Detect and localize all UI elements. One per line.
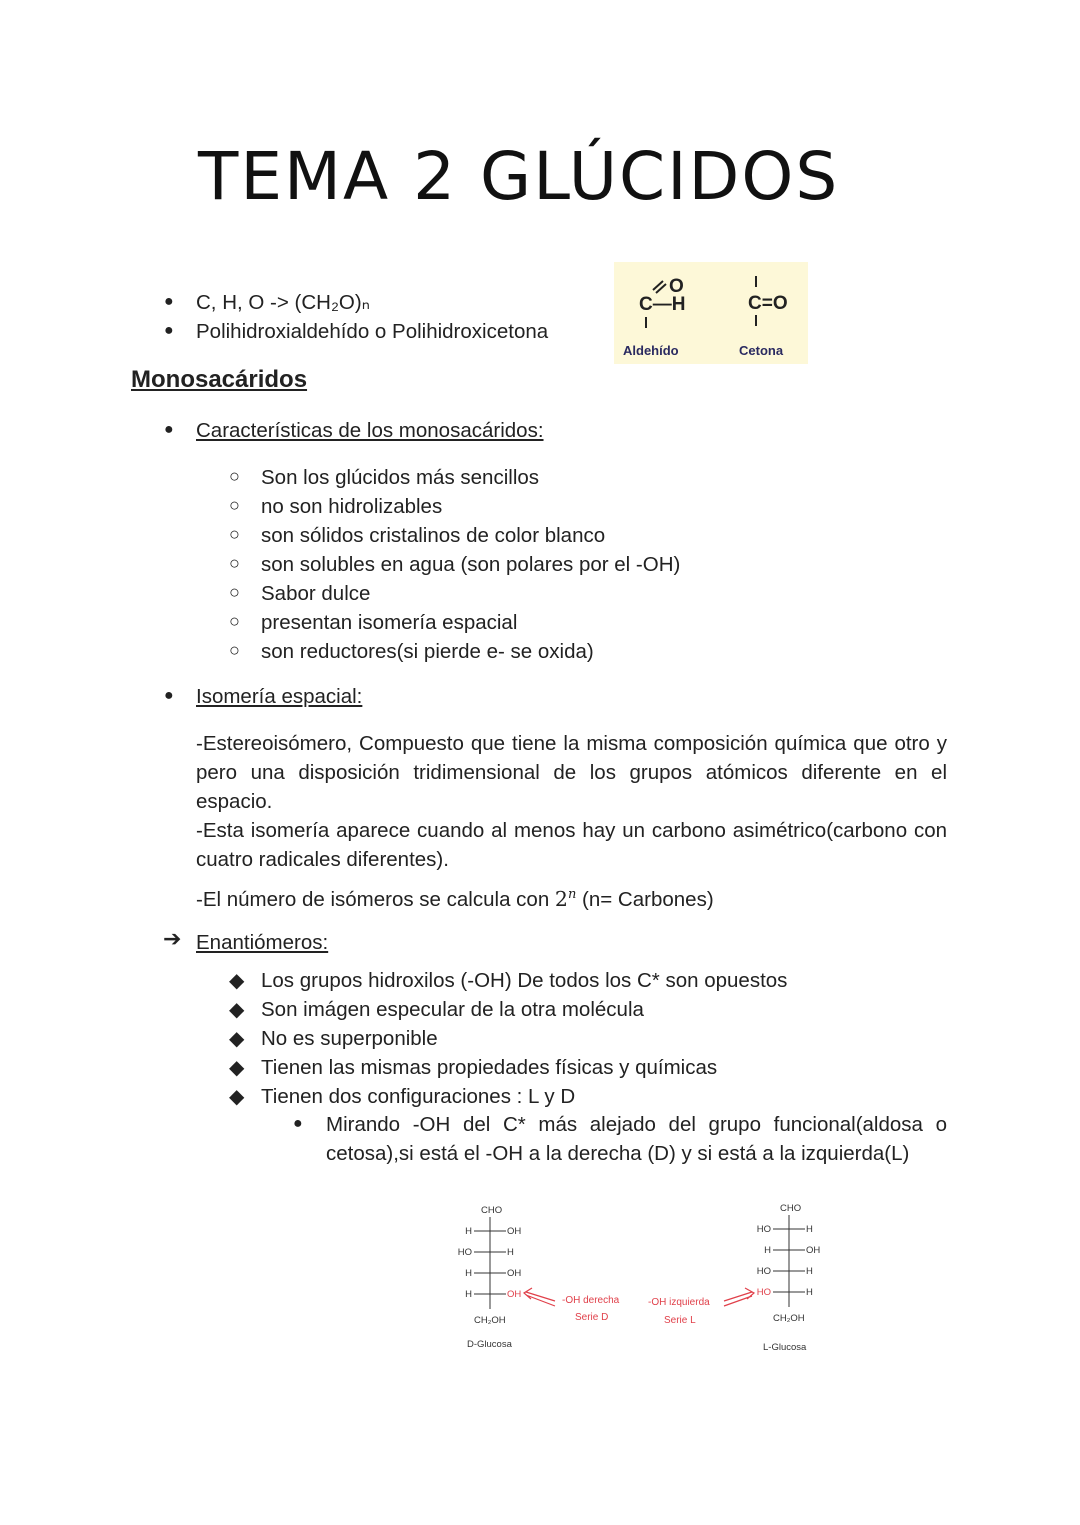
diamond-bullet-icon: ◆ <box>229 1028 245 1050</box>
l-glucose-structure <box>757 1203 821 1324</box>
formula-exponent: n <box>567 887 577 902</box>
right-substituent: H <box>806 1224 813 1235</box>
enantiomer-item: Tienen dos configuraciones : L y D <box>261 1085 576 1108</box>
aldehyde-label: Aldehído <box>623 343 679 358</box>
formula-suffix: (n= Carbones) <box>576 887 714 911</box>
enantiomer-item: Tienen las mismas propiedades físicas y químicas <box>261 1056 718 1079</box>
isomeria-paragraph-2: -Esta isomería aparece cuando al menos hay un carbono asimétrico(carbono con cuatro radicales diferentes). <box>196 819 947 871</box>
isomeria-paragraph-3 <box>196 880 947 914</box>
circle-bullet-icon: ○ <box>229 495 240 515</box>
characteristic-item: son solubles en agua (son polares por el -OH) <box>261 553 681 576</box>
right-substituent: OH <box>507 1268 522 1279</box>
right-substituent: H <box>507 1247 514 1258</box>
circle-bullet-icon: ○ <box>229 524 240 544</box>
characteristic-item: presentan isomería espacial <box>261 611 518 634</box>
page-title: TEMA 2 GLÚCIDOS <box>198 138 840 215</box>
arrow-left-icon <box>524 1288 555 1306</box>
section-heading: Monosacáridos <box>131 366 308 393</box>
arrow-bullet-icon: ➔ <box>163 926 182 951</box>
circle-bullet-icon: ○ <box>229 466 240 486</box>
glucose-diagram <box>440 1195 830 1360</box>
intro-formula: C, H, O -> (CH₂O)ₙ <box>196 291 370 314</box>
ketone-formula: C=O <box>748 293 788 314</box>
d-note: -OH derecha <box>562 1295 620 1306</box>
l-note: -OH izquierda <box>648 1297 710 1308</box>
characteristic-item: Sabor dulce <box>261 582 371 605</box>
formula-base: 2 <box>554 886 568 911</box>
diamond-bullet-icon: ◆ <box>229 1086 245 1108</box>
left-substituent: HO <box>756 1266 771 1277</box>
top-group: CHO <box>780 1203 802 1214</box>
diamond-bullet-icon: ◆ <box>229 1057 245 1079</box>
functional-groups-image <box>614 262 808 364</box>
left-substituent: H <box>465 1226 472 1237</box>
circle-bullet-icon: ○ <box>229 582 240 602</box>
right-substituent: H <box>806 1287 813 1298</box>
enantiomer-item: No es superponible <box>261 1027 438 1050</box>
enantiomer-item: Son imágen especular de la otra molécula <box>261 998 644 1021</box>
characteristic-item: son reductores(si pierde e- se oxida) <box>261 640 594 663</box>
right-substituent: OH <box>806 1245 821 1256</box>
d-series: Serie D <box>575 1312 609 1323</box>
arrows <box>524 1288 754 1306</box>
l-glucose-label: L-Glucosa <box>763 1342 807 1353</box>
characteristic-item: Son los glúcidos más sencillos <box>261 466 540 489</box>
bullet-icon: ● <box>164 687 174 704</box>
d-glucose-label: D-Glucosa <box>467 1339 512 1350</box>
left-substituent: HO <box>756 1287 771 1298</box>
circle-bullet-icon: ○ <box>229 553 240 573</box>
intro-definition: Polihidroxialdehído o Polihidroxicetona <box>196 320 549 343</box>
configuration-explanation: Mirando -OH del C* más alejado del grupo funcional(aldosa o cetosa),si está el -OH a la derecha (D) y si está a la izquierda(L) <box>326 1113 947 1165</box>
left-substituent: HO <box>457 1247 472 1258</box>
isomeria-heading: Isomería espacial: <box>196 685 363 708</box>
characteristic-item: son sólidos cristalinos de color blanco <box>261 524 606 547</box>
enantiomer-item: Los grupos hidroxilos (-OH) De todos los C* son opuestos <box>261 969 788 992</box>
arrow-right-icon <box>724 1288 754 1306</box>
characteristic-item: no son hidrolizables <box>261 495 443 518</box>
ketone-label: Cetona <box>739 343 784 358</box>
aldehyde-formula: C—H <box>639 294 686 315</box>
l-series: Serie L <box>664 1315 696 1326</box>
left-substituent: H <box>764 1245 771 1256</box>
right-substituent: OH <box>507 1226 522 1237</box>
bottom-group: CH₂OH <box>474 1315 506 1326</box>
bottom-group: CH₂OH <box>773 1313 805 1324</box>
bullet-icon: ● <box>164 293 174 310</box>
circle-bullet-icon: ○ <box>229 611 240 631</box>
functional-groups-drawing <box>614 262 808 364</box>
left-substituent: H <box>465 1268 472 1279</box>
aldehyde-oxygen: O <box>669 276 684 297</box>
d-glucose-structure <box>458 1205 522 1326</box>
right-substituent: OH <box>507 1289 522 1300</box>
left-substituent: HO <box>756 1224 771 1235</box>
formula-prefix: -El número de isómeros se calcula con <box>196 887 555 911</box>
bullet-icon: ● <box>293 1115 303 1132</box>
diamond-bullet-icon: ◆ <box>229 970 245 992</box>
right-substituent: H <box>806 1266 813 1277</box>
enantiomeros-heading: Enantiómeros: <box>196 931 329 954</box>
bullet-icon: ● <box>164 322 174 339</box>
circle-bullet-icon: ○ <box>229 640 240 660</box>
isomeria-paragraph-1: -Estereoisómero, Compuesto que tiene la misma composición química que otro y pero una disposición tridimensional de los grupos atómicos diferente en el espacio. <box>196 732 947 813</box>
characteristics-heading: Características de los monosacáridos: <box>196 419 544 442</box>
diamond-bullet-icon: ◆ <box>229 999 245 1021</box>
bullet-icon: ● <box>164 421 174 438</box>
left-substituent: H <box>465 1289 472 1300</box>
top-group: CHO <box>481 1205 503 1216</box>
